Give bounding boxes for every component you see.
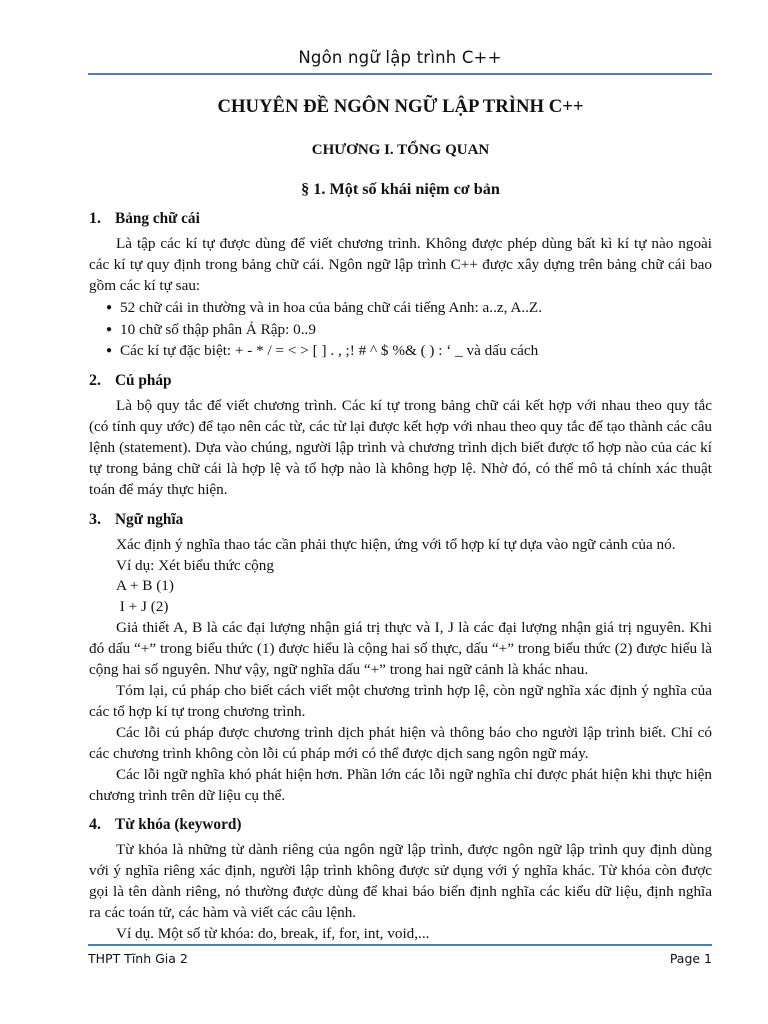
heading-number: 1. [89,210,101,227]
paragraph-alphabet: Là tập các kí tự được dùng để viết chương trình. Không được phép dùng bất kì kí tự nào ngoài các kí tự quy định trong bảng chữ cái. Ngôn ngữ lập trình C++ được xây dựng trên bảng chữ cái bao gồm các kí tự sau: [89,235,712,294]
page-content [89,92,712,945]
bullet-item: ● Các kí tự đặc biệt: + - * / = < > [ ] . , ;! # ^ $ %& ( ) : ‘ _ và dấu cách [105,340,712,362]
running-header: Ngôn ngữ lập trình C++ [88,48,712,75]
running-footer [88,944,712,966]
bullet-item: ● 52 chữ cái in thường và in hoa của bảng chữ cái tiếng Anh: a..z, A..Z. [105,297,712,319]
heading-number: 3. [89,510,101,528]
bullet-icon: ● [106,301,113,313]
bullet-list [89,297,712,362]
paragraph-semantics-5: Các lỗi ngữ nghĩa khó phát hiện hơn. Phần lớn các lỗi ngữ nghĩa chỉ được phát hiện khi thực hiện chương trình trên dữ liệu cụ thể. [89,765,712,804]
document-title: CHUYÊN ĐỀ NGÔN NGỮ LẬP TRÌNH C++ [217,96,584,117]
example-expression-1: A + B (1) [116,577,174,595]
paragraph-semantics-4: Các lỗi cú pháp được chương trình dịch phát hiện và thông báo cho người lập trình biết. Chỉ có các chương trình không còn lỗi cú pháp mới có thể được dịch sang ngôn ngữ máy. [89,723,712,762]
page-number: Page 1 [669,951,712,966]
heading-alphabet [89,209,712,229]
paragraph-keyword-1: Từ khóa là những từ dành riêng của ngôn ngữ lập trình, được ngôn ngữ lập trình quy định dùng với ý nghĩa riêng xác định, người lập trình không được sử dụng với ý nghĩa khác. Từ khóa còn được gọi là tên dành riêng, nó thường được dùng để khai báo biến định nghĩa các kiểu dữ liệu, định nghĩa ra các toán tử, các hàm và viết các câu lệnh. [89,841,712,922]
section-title: § 1. Một số khái niệm cơ bản [301,180,500,198]
chapter-title: CHƯƠNG I. TỔNG QUAN [311,142,490,158]
heading-number: 4. [89,816,101,834]
heading-number: 2. [89,372,101,390]
heading-text: Từ khóa (keyword) [115,816,242,834]
example-label: Ví dụ: Xét biểu thức cộng [116,556,274,574]
paragraph-semantics-2: Giả thiết A, B là các đại lượng nhận giá trị thực và I, J là các đại lượng nhận giá trị nguyên. Khi đó dấu “+” trong biểu thức (1) được hiểu là cộng hai số thực, dấu “+” trong biểu thức (2) được hiểu là cộng hai số nguyên. Như vậy, ngữ nghĩa dấu “+” trong hai ngữ cảnh là khác nhau. [89,619,712,679]
paragraph-syntax: Là bộ quy tắc để viết chương trình. Các kí tự trong bảng chữ cái kết hợp với nhau theo quy tắc (có tính quy ước) để tạo nên các từ, các từ lại được kết hợp với nhau theo quy tắc để tạo thành các câu lệnh (statement). Dựa vào chúng, người lập trình và chương trình dịch biết được tổ hợp nào của các kí tự trong bảng chữ cái là hợp lệ và tổ hợp nào là không hợp lệ. Nhờ đó, có thể mô tả chính xác thuật toán để máy thực hiện. [89,397,712,498]
footer-school: THPT Tĩnh Gia 2 [88,951,188,966]
heading-text: Bảng chữ cái [115,210,200,227]
paragraph-keyword-2: Ví dụ. Một số từ khóa: do, break, if, for, int, void,... [116,925,430,943]
bullet-item: ● 10 chữ số thập phân Ả Rập: 0..9 [105,319,712,341]
bullet-icon: ● [106,345,113,357]
heading-text: Ngữ nghĩa [115,510,184,528]
bullet-icon: ● [106,323,113,335]
paragraph-semantics-1: Xác định ý nghĩa thao tác cần phải thực hiện, ứng với tổ hợp kí tự dựa vào ngữ cảnh của nó. [116,535,676,553]
paragraph-semantics-3: Tóm lại, cú pháp cho biết cách viết một chương trình hợp lệ, còn ngữ nghĩa xác định ý nghĩa của các tổ hợp kí tự trong chương trình. [89,681,712,720]
heading-keyword [89,815,712,835]
heading-semantics [89,510,712,530]
heading-text: Cú pháp [115,372,172,390]
example-expression-2: I + J (2) [116,598,169,616]
heading-syntax [89,371,712,391]
